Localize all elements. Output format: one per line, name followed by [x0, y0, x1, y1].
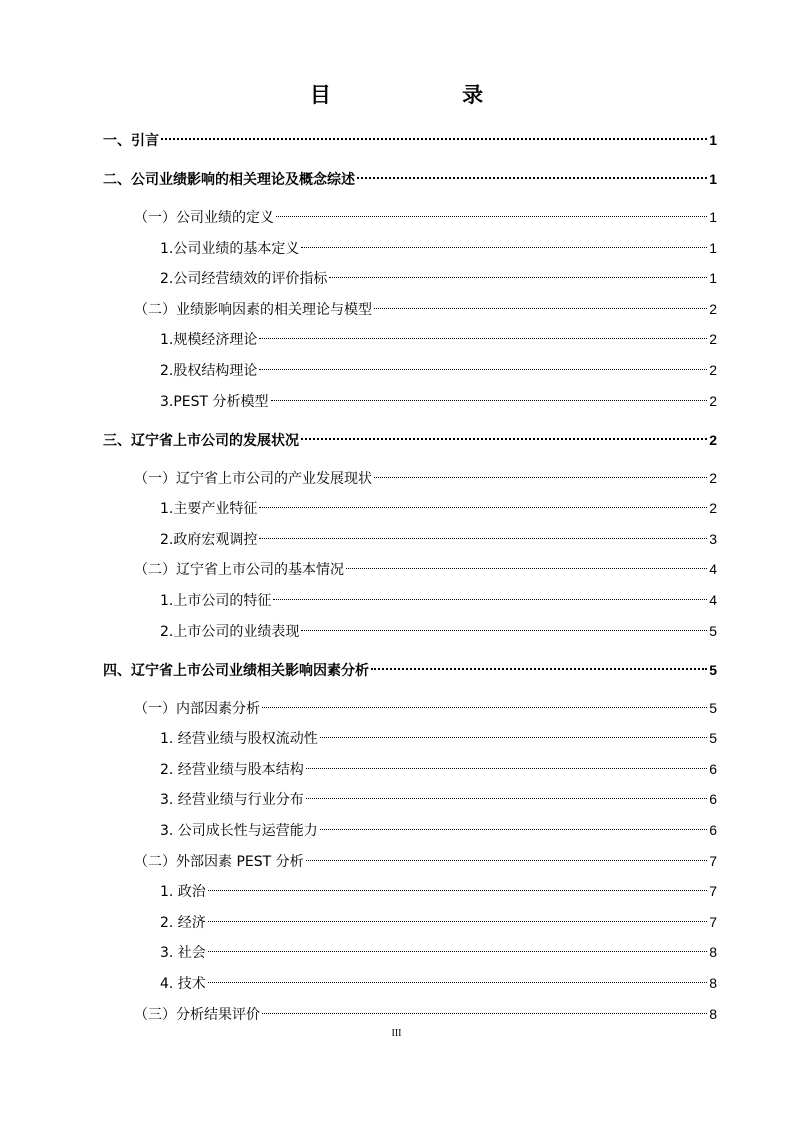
toc-entry-label: 2.上市公司的业绩表现: [160, 623, 300, 640]
toc-entry[interactable]: [103, 653, 717, 679]
toc-entry-page: 1: [709, 270, 717, 287]
toc-dot-leader: [301, 423, 707, 445]
toc-dot-leader: [208, 905, 707, 927]
toc-entry-page: 5: [709, 730, 717, 747]
toc-entry-page: 4: [709, 561, 717, 578]
toc-entry-page: 2: [709, 362, 717, 378]
toc-entry[interactable]: [160, 261, 717, 288]
toc-entry-label: （二）业绩影响因素的相关理论与模型: [134, 301, 372, 318]
toc-entry-label: 3.PEST 分析模型: [160, 393, 269, 410]
toc-entry-label: 二、公司业绩影响的相关理论及概念综述: [103, 172, 355, 188]
toc-entry[interactable]: [160, 966, 717, 992]
page-title: 目 录: [309, 83, 546, 107]
toc-entry-label: （一）内部因素分析: [134, 700, 260, 717]
page-number: III: [391, 1028, 402, 1039]
toc-entry[interactable]: [160, 752, 717, 778]
toc-entry[interactable]: [160, 322, 717, 349]
toc-dot-leader: [301, 231, 707, 253]
toc-dot-leader: [259, 522, 707, 544]
toc-entry[interactable]: [160, 935, 717, 962]
toc-entry[interactable]: [160, 384, 717, 410]
toc-entry-page: 6: [709, 822, 717, 838]
toc-dot-leader: [271, 384, 708, 406]
toc-entry[interactable]: [103, 123, 717, 149]
toc-dot-leader: [262, 691, 707, 713]
toc-dot-leader: [259, 353, 707, 375]
toc-entry[interactable]: [160, 583, 717, 609]
toc-entry[interactable]: [134, 292, 717, 318]
toc-entry-page: 8: [709, 944, 717, 961]
toc-entry-label: 3. 社会: [160, 945, 206, 962]
toc-entry-page: 2: [709, 500, 717, 517]
toc-entry[interactable]: [134, 691, 717, 717]
toc-entry-page: 5: [709, 622, 717, 639]
toc-entry[interactable]: [160, 353, 717, 379]
toc-dot-leader: [306, 782, 707, 804]
toc-entry-label: 1.上市公司的特征: [160, 593, 272, 609]
toc-entry-label: 2. 经济: [160, 914, 206, 931]
toc-entry-page: 6: [709, 791, 717, 808]
toc-entry[interactable]: [160, 614, 717, 640]
toc-entry-page: 1: [709, 209, 717, 225]
toc-entry[interactable]: [134, 844, 717, 870]
toc-dot-leader: [208, 966, 707, 988]
toc-entry-label: 3. 公司成长性与运营能力: [160, 823, 318, 839]
toc-entry-label: 3. 经营业绩与行业分布: [160, 792, 304, 809]
toc-entry[interactable]: [103, 423, 717, 449]
toc-entry-label: （二）外部因素 PEST 分析: [134, 853, 304, 870]
toc-entry-label: （三）分析结果评价: [134, 1006, 260, 1023]
toc-entry[interactable]: [134, 552, 717, 579]
toc-dot-leader: [276, 200, 707, 222]
toc-entry-page: 5: [709, 661, 717, 678]
toc-dot-leader: [306, 844, 708, 866]
toc-entry-label: 四、辽宁省上市公司业绩相关影响因素分析: [103, 662, 369, 679]
toc-dot-leader: [208, 935, 707, 957]
toc-entry[interactable]: [160, 522, 717, 548]
toc-entry-label: 1.主要产业特征: [160, 501, 258, 518]
toc-entry-page: 8: [709, 1005, 717, 1022]
toc-dot-leader: [329, 261, 707, 283]
toc-entry-label: 三、辽宁省上市公司的发展状况: [103, 432, 299, 449]
toc-dot-leader: [320, 721, 707, 743]
toc-entry-label: 2.政府宏观调控: [160, 531, 258, 548]
toc-entry-label: 1. 经营业绩与股权流动性: [160, 731, 318, 748]
toc-entry[interactable]: [160, 874, 717, 901]
toc-entry[interactable]: [160, 905, 717, 931]
toc-dot-leader: [259, 322, 707, 344]
toc-entry-label: 2. 经营业绩与股本结构: [160, 761, 304, 778]
toc-dot-leader: [320, 813, 707, 835]
toc-dot-leader: [273, 583, 707, 605]
toc-dot-leader: [259, 491, 707, 513]
toc-entry-page: 7: [709, 913, 717, 930]
toc-entry-label: 2.股权结构理论: [160, 363, 258, 379]
toc-entry-page: 7: [709, 852, 717, 869]
toc-entry-label: 1.公司业绩的基本定义: [160, 240, 300, 257]
toc-entry-page: 2: [709, 392, 717, 409]
toc-entry-page: 1: [709, 171, 717, 187]
toc-entry-label: （一）辽宁省上市公司的产业发展现状: [134, 470, 372, 487]
toc-entry[interactable]: [134, 200, 717, 226]
toc-dot-leader: [374, 292, 707, 314]
toc-entry-page: 2: [709, 331, 717, 348]
toc-entry-label: 1. 政治: [160, 884, 206, 901]
toc-entry-label: 2.公司经营绩效的评价指标: [160, 271, 328, 288]
toc-entry-page: 2: [709, 431, 717, 448]
toc-entry-label: （二）辽宁省上市公司的基本情况: [134, 562, 344, 579]
toc-entry-page: 1: [709, 132, 717, 148]
toc-entry[interactable]: [160, 231, 717, 257]
toc-entry[interactable]: [134, 461, 717, 487]
toc-dot-leader: [262, 997, 707, 1019]
toc-entry[interactable]: [103, 162, 717, 188]
toc-entry-page: 8: [709, 975, 717, 991]
toc-entry[interactable]: [160, 813, 717, 839]
toc-entry[interactable]: [160, 491, 717, 518]
toc-entry[interactable]: [160, 721, 717, 748]
toc-entry-page: 6: [709, 760, 717, 777]
toc-entry-label: 4. 技术: [160, 976, 206, 992]
toc-dot-leader: [357, 162, 707, 184]
toc-entry-page: 2: [709, 469, 717, 486]
toc-dot-leader: [208, 874, 707, 896]
toc-dot-leader: [371, 653, 707, 675]
toc-entry-page: 5: [709, 699, 717, 716]
toc-entry-page: 1: [709, 239, 717, 256]
toc-dot-leader: [306, 752, 707, 774]
toc-entry-label: 1.规模经济理论: [160, 332, 258, 349]
toc-entry[interactable]: [160, 782, 717, 809]
toc-entry-label: 一、引言: [103, 133, 159, 149]
toc-entry-page: 3: [709, 530, 717, 547]
toc-entry-page: 7: [709, 883, 717, 900]
toc-entry-page: 4: [709, 592, 717, 608]
toc-entry-page: 2: [709, 300, 717, 317]
toc-dot-leader: [301, 614, 707, 636]
toc-dot-leader: [161, 123, 707, 145]
toc-dot-leader: [346, 552, 707, 574]
toc-entry-label: （一）公司业绩的定义: [134, 210, 274, 226]
toc-dot-leader: [374, 461, 707, 483]
toc-entry[interactable]: [134, 997, 717, 1023]
